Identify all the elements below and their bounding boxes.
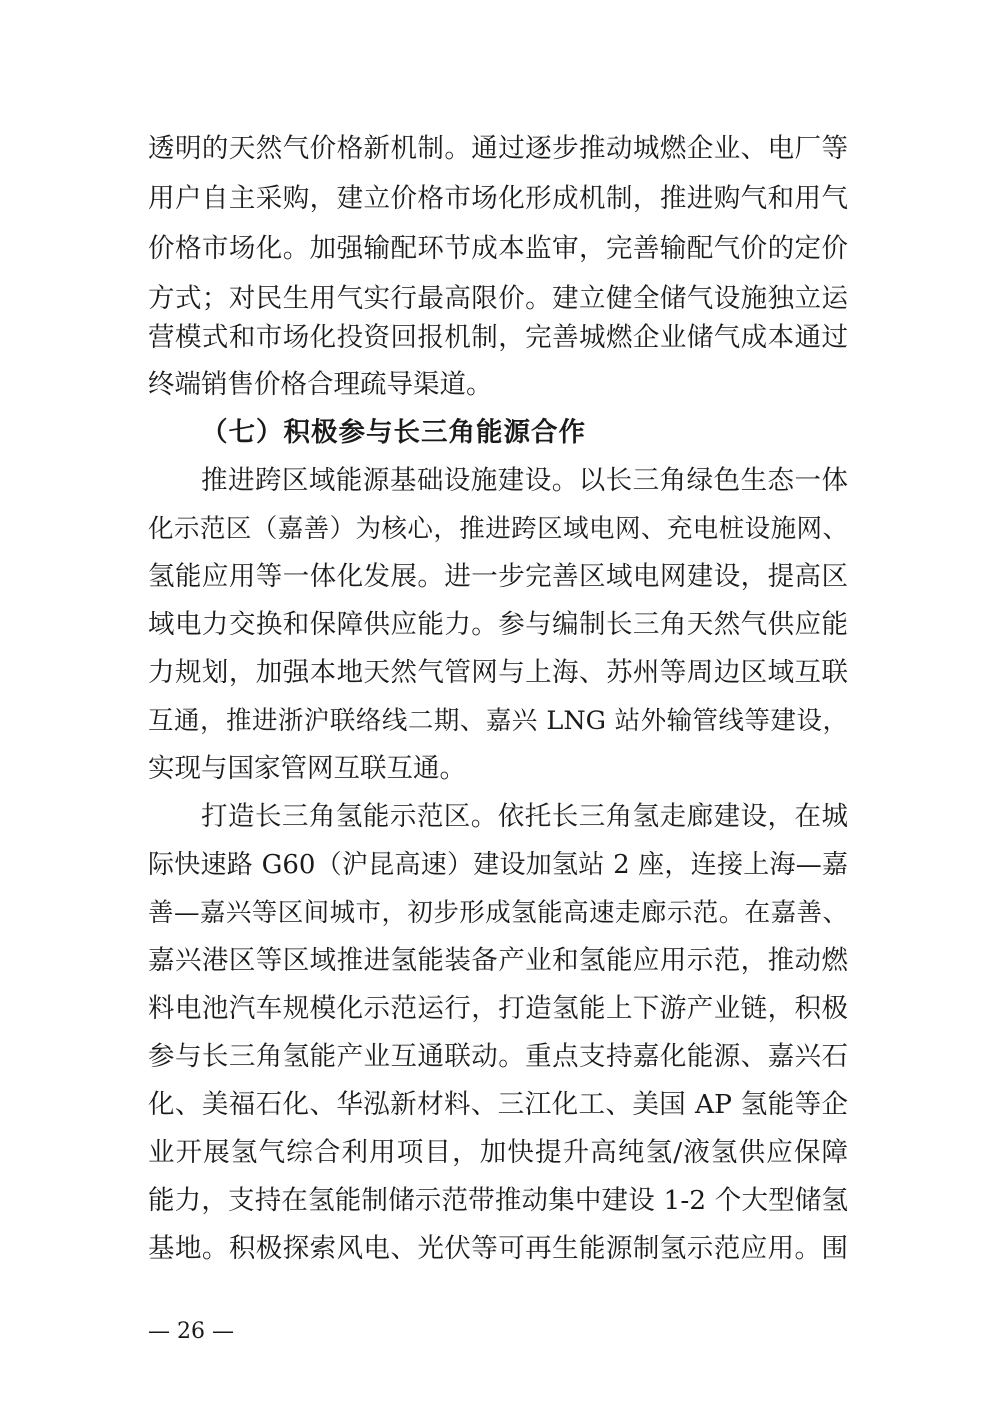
body-text-line: 化、美福石化、华泓新材料、三江化工、美国 AP 氢能等企 <box>148 1089 848 1120</box>
body-text-line: 能力，支持在氢能制储示范带推动集中建设 1-2 个大型储氢 <box>148 1185 848 1216</box>
body-text-line: 终端销售价格合理疏导渠道。 <box>148 369 493 400</box>
body-text-line: 用户自主采购，建立价格市场化形成机制，推进购气和用气 <box>148 183 848 214</box>
body-text-line: 价格市场化。加强输配环节成本监审，完善输配气价的定价 <box>148 233 848 264</box>
body-text-line: 料电池汽车规模化示范运行，打造氢能上下游产业链，积极 <box>148 993 848 1024</box>
body-text-line: 氢能应用等一体化发展。进一步完善区域电网建设，提高区 <box>148 561 848 592</box>
body-text-line: 嘉兴港区等区域推进氢能装备产业和氢能应用示范，推动燃 <box>148 945 848 976</box>
body-text-line: 域电力交换和保障供应能力。参与编制长三角天然气供应能 <box>148 609 848 640</box>
body-text-line: 方式；对民生用气实行最高限价。建立健全储气设施独立运 <box>148 283 848 314</box>
paragraph-first-line: 推进跨区域能源基础设施建设。以长三角绿色生态一体 <box>201 465 848 496</box>
body-text-line: 实现与国家管网互联互通。 <box>148 753 466 784</box>
body-text-line: 业开展氢气综合利用项目，加快提升高纯氢/液氢供应保障 <box>148 1137 848 1168</box>
page-number: — 26 — <box>148 1319 234 1344</box>
body-text-line: 际快速路 G60（沪昆高速）建设加氢站 2 座，连接上海—嘉 <box>148 850 848 880</box>
body-text-line: 透明的天然气价格新机制。通过逐步推动城燃企业、电厂等 <box>148 133 848 164</box>
section-heading: （七）积极参与长三角能源合作 <box>201 417 586 448</box>
body-text-line: 力规划，加强本地天然气管网与上海、苏州等周边区域互联 <box>148 657 848 688</box>
body-text-line: 互通，推进浙沪联络线二期、嘉兴 LNG 站外输管线等建设， <box>148 706 848 736</box>
body-text-line: 善—嘉兴等区间城市，初步形成氢能高速走廊示范。在嘉善、 <box>148 898 848 928</box>
body-text-line: 基地。积极探索风电、光伏等可再生能源制氢示范应用。围 <box>148 1233 848 1264</box>
body-text-line: 化示范区（嘉善）为核心，推进跨区域电网、充电桩设施网、 <box>148 514 848 544</box>
body-text-line: 营模式和市场化投资回报机制，完善城燃企业储气成本通过 <box>148 322 848 353</box>
body-text-line: 参与长三角氢能产业互通联动。重点支持嘉化能源、嘉兴石 <box>148 1041 848 1072</box>
paragraph-first-line: 打造长三角氢能示范区。依托长三角氢走廊建设，在城 <box>201 801 848 832</box>
